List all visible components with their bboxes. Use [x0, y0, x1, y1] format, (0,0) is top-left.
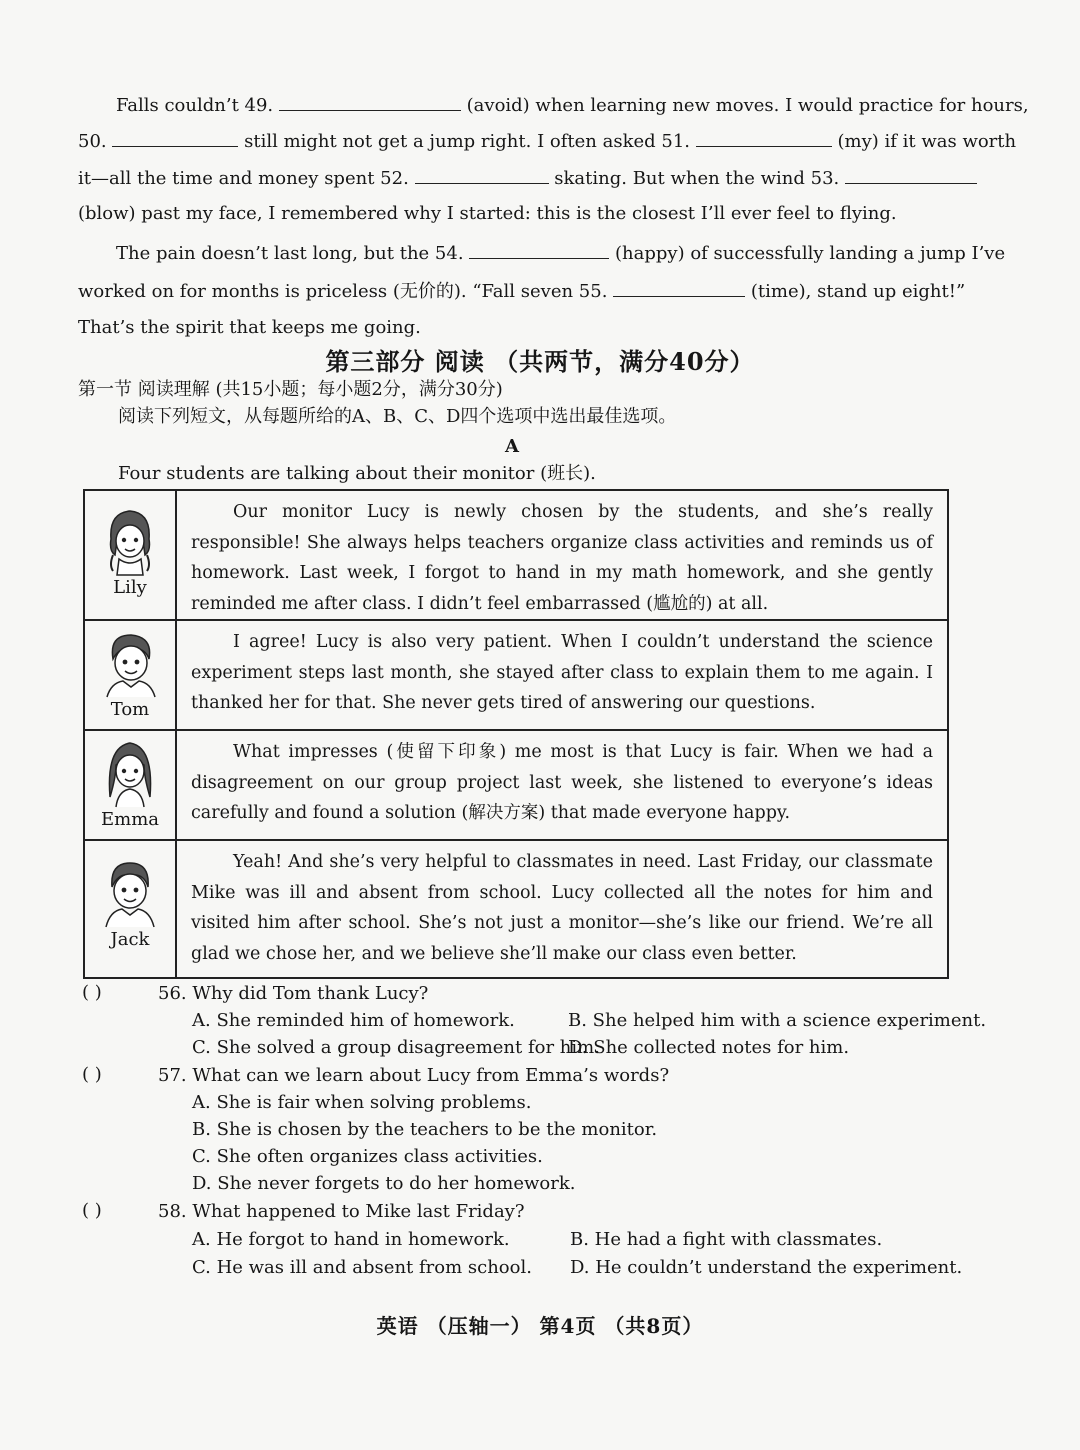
cloze-text: 50.	[78, 131, 107, 152]
cloze-text: worked on for months is priceless (无价的). “Fall seven 55.	[78, 281, 608, 302]
cloze-text: (my) if it was worth	[837, 131, 1017, 152]
speaker-text-cell	[176, 490, 948, 620]
cloze-line-1	[116, 92, 1029, 118]
cloze-text: still might not get a jump right. I often asked 51.	[244, 131, 691, 152]
speaker-text: Our monitor Lucy is newly chosen by the students, and she’s really responsible! She always helps teachers organize class activities and reminds us of homework. Last week, I forgot to hand in my math homework, and she gently reminded me after class. I didn’t feel embarrassed (尴尬的) at all.	[191, 502, 933, 614]
cloze-text: (avoid) when learning new moves. I would practice for hours,	[466, 95, 1029, 116]
speaker-cell	[84, 840, 176, 978]
speaker-cell	[84, 730, 176, 840]
option-57-c[interactable]: C. She often organizes class activities.	[192, 1146, 543, 1167]
cloze-text: (happy) of successfully landing a jump I’ve	[615, 243, 1006, 264]
option-58-b[interactable]: B. He had a fight with classmates.	[570, 1229, 883, 1250]
cloze-text: (time), stand up eight!”	[750, 281, 966, 302]
answer-blank-53[interactable]	[845, 165, 977, 184]
option-57-a[interactable]: A. She is fair when solving problems.	[192, 1092, 532, 1113]
answer-blank-49[interactable]	[279, 92, 461, 111]
passage-label: A	[505, 436, 519, 457]
option-58-c[interactable]: C. He was ill and absent from school.	[192, 1257, 532, 1278]
speaker-text: I agree! Lucy is also very patient. When I couldn’t understand the science experiment steps last month, she stayed after class to explain them to me again. I thanked her for that. She never gets tired of answering our questions.	[191, 632, 933, 713]
question-stem-56: 56. Why did Tom thank Lucy?	[158, 983, 429, 1004]
speaker-table	[83, 489, 949, 979]
cloze-line-2	[78, 128, 1017, 154]
speaker-name: Tom	[110, 699, 150, 720]
cloze-line-4: (blow) past my face, I remembered why I started: this is the closest I’ll ever feel to flying.	[78, 203, 897, 224]
answer-blank-52[interactable]	[415, 165, 549, 184]
answer-blank-55[interactable]	[613, 278, 745, 297]
table-row	[84, 730, 948, 840]
question-stem-57: 57. What can we learn about Lucy from Emma’s words?	[158, 1065, 670, 1086]
cloze-text: it—all the time and money spent 52.	[78, 168, 409, 189]
answer-blank-51[interactable]	[696, 128, 832, 147]
cloze-text: skating. But when the wind 53.	[554, 168, 840, 189]
speaker-name: Emma	[100, 809, 159, 830]
table-row	[84, 840, 948, 978]
option-58-a[interactable]: A. He forgot to hand in homework.	[192, 1229, 510, 1250]
speaker-text-cell	[176, 840, 948, 978]
girl-avatar-icon	[103, 505, 157, 577]
speaker-text: Yeah! And she’s very helpful to classmates in need. Last Friday, our classmate Mike was ill and absent from school. Lucy collected all the notes for him and visited him after school. She’s not just a monitor—she’s like our friend. We’re all glad we chose her, and we believe she’ll make our class even better.	[191, 852, 933, 964]
boy-avatar-icon	[102, 857, 158, 929]
page-footer: 英语 （压轴一） 第4页 （共8页）	[376, 1314, 704, 1338]
section-title: 第一节 阅读理解 (共15小题；每小题2分，满分30分)	[78, 379, 503, 400]
passage-intro: Four students are talking about their monitor (班长).	[118, 463, 596, 484]
cloze-line-3	[78, 165, 950, 191]
instruction: 阅读下列短文，从每题所给的A、B、C、D四个选项中选出最佳选项。	[118, 406, 677, 427]
option-57-d[interactable]: D. She never forgets to do her homework.	[192, 1173, 576, 1194]
speaker-text-cell	[176, 730, 948, 840]
speaker-text: What impresses (使留下印象) me most is that Lucy is fair. When we had a disagreement on our group project last week, she listened to everyone’s ideas carefully and found a solution (解决方案) that made everyone happy.	[191, 742, 933, 823]
speaker-cell	[84, 490, 176, 620]
part-title: 第三部分 阅读 （共两节，满分40分）	[325, 347, 755, 376]
answer-blank-50[interactable]	[112, 128, 238, 147]
answer-blank-54[interactable]	[469, 240, 609, 259]
speaker-name: Jack	[110, 929, 150, 950]
cloze-line-6	[78, 278, 966, 304]
speaker-text-cell	[176, 620, 948, 730]
speaker-cell	[84, 620, 176, 730]
speaker-name: Lily	[113, 577, 147, 598]
table-row	[84, 620, 948, 730]
girl-avatar-icon	[104, 737, 156, 809]
option-57-b[interactable]: B. She is chosen by the teachers to be the monitor.	[192, 1119, 658, 1140]
answer-bracket-56[interactable]: ( )	[82, 982, 102, 1003]
option-56-c[interactable]: C. She solved a group disagreement for him.	[192, 1037, 600, 1058]
cloze-text: The pain doesn’t last long, but the 54.	[116, 243, 464, 264]
answer-bracket-58[interactable]: ( )	[82, 1200, 102, 1221]
option-58-d[interactable]: D. He couldn’t understand the experiment.	[570, 1257, 963, 1278]
cloze-text: Falls couldn’t 49.	[116, 95, 274, 116]
answer-bracket-57[interactable]: ( )	[82, 1064, 102, 1085]
question-stem-58: 58. What happened to Mike last Friday?	[158, 1201, 525, 1222]
cloze-line-7: That’s the spirit that keeps me going.	[78, 317, 421, 338]
table-row	[84, 490, 948, 620]
option-56-a[interactable]: A. She reminded him of homework.	[192, 1010, 515, 1031]
option-56-b[interactable]: B. She helped him with a science experiment.	[568, 1010, 987, 1031]
option-56-d[interactable]: D. She collected notes for him.	[568, 1037, 850, 1058]
boy-avatar-icon	[101, 629, 159, 699]
cloze-line-5	[116, 240, 1006, 266]
